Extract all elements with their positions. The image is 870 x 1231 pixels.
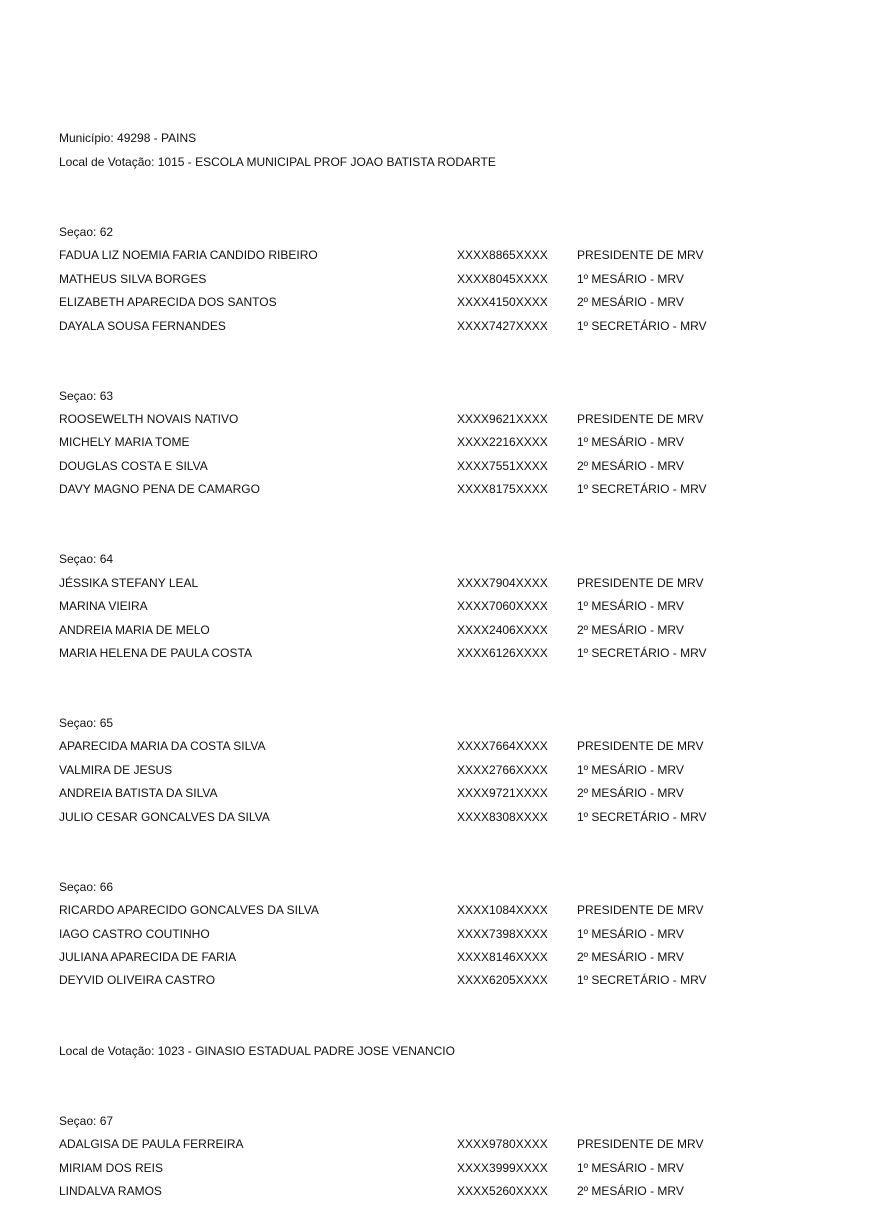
member-row (59, 785, 819, 801)
member-id: XXXX7664XXXX (457, 739, 548, 753)
member-id: XXXX2216XXXX (457, 435, 548, 449)
member-row (59, 809, 819, 825)
secao-label: Seçao: 63 (59, 389, 114, 403)
member-row (59, 1160, 819, 1176)
member-name: MARIA HELENA DE PAULA COSTA (59, 646, 252, 660)
member-name: ROOSEWELTH NOVAIS NATIVO (59, 412, 239, 426)
member-row (59, 434, 819, 450)
member-id: XXXX8045XXXX (457, 272, 548, 286)
member-name: MATHEUS SILVA BORGES (59, 272, 207, 286)
member-name: FADUA LIZ NOEMIA FARIA CANDIDO RIBEIRO (59, 248, 318, 262)
secao-label: Seçao: 62 (59, 225, 114, 239)
member-row (59, 949, 819, 965)
member-row (59, 738, 819, 754)
member-row (59, 575, 819, 591)
member-row (59, 318, 819, 334)
member-row (59, 622, 819, 638)
member-name: APARECIDA MARIA DA COSTA SILVA (59, 739, 266, 753)
secao-label: Seçao: 65 (59, 716, 114, 730)
member-name: JULIANA APARECIDA DE FARIA (59, 950, 237, 964)
member-role: 1º SECRETÁRIO - MRV (577, 319, 707, 333)
member-row (59, 458, 819, 474)
member-name: VALMIRA DE JESUS (59, 763, 173, 777)
member-row (59, 411, 819, 427)
member-name: ADALGISA DE PAULA FERREIRA (59, 1137, 244, 1151)
secao-label: Seçao: 66 (59, 880, 114, 894)
member-id: XXXX1084XXXX (457, 903, 548, 917)
member-name: JÉSSIKA STEFANY LEAL (59, 576, 199, 590)
secao-label: Seçao: 64 (59, 552, 114, 566)
member-name: LINDALVA RAMOS (59, 1184, 162, 1198)
member-id: XXXX9780XXXX (457, 1137, 548, 1151)
member-row (59, 598, 819, 614)
member-id: XXXX4150XXXX (457, 295, 548, 309)
member-name: DEYVID OLIVEIRA CASTRO (59, 973, 216, 987)
member-id: XXXX8146XXXX (457, 950, 548, 964)
member-row (59, 247, 819, 263)
member-id: XXXX5260XXXX (457, 1184, 548, 1198)
member-id: XXXX7427XXXX (457, 319, 548, 333)
member-role: 1º SECRETÁRIO - MRV (577, 973, 707, 987)
member-role: 1º MESÁRIO - MRV (577, 272, 684, 286)
member-role: 2º MESÁRIO - MRV (577, 459, 684, 473)
member-id: XXXX7398XXXX (457, 927, 548, 941)
member-name: IAGO CASTRO COUTINHO (59, 927, 210, 941)
member-role: 1º SECRETÁRIO - MRV (577, 646, 707, 660)
member-id: XXXX7904XXXX (457, 576, 548, 590)
member-role: 1º SECRETÁRIO - MRV (577, 810, 707, 824)
member-row (59, 271, 819, 287)
member-id: XXXX8308XXXX (457, 810, 548, 824)
member-name: DAYALA SOUSA FERNANDES (59, 319, 226, 333)
member-row (59, 1136, 819, 1152)
member-row (59, 926, 819, 942)
member-row (59, 1183, 819, 1199)
member-role: 1º MESÁRIO - MRV (577, 1161, 684, 1175)
member-id: XXXX6205XXXX (457, 973, 548, 987)
member-row (59, 762, 819, 778)
member-row (59, 972, 819, 988)
local-votacao-heading: Local de Votação: 1015 - ESCOLA MUNICIPAL PROF JOAO BATISTA RODARTE (59, 155, 496, 169)
member-row (59, 294, 819, 310)
member-role: PRESIDENTE DE MRV (577, 412, 704, 426)
member-role: PRESIDENTE DE MRV (577, 576, 704, 590)
member-row (59, 902, 819, 918)
member-row (59, 481, 819, 497)
member-id: XXXX6126XXXX (457, 646, 548, 660)
member-id: XXXX7551XXXX (457, 459, 548, 473)
member-id: XXXX8175XXXX (457, 482, 548, 496)
member-id: XXXX8865XXXX (457, 248, 548, 262)
member-role: 2º MESÁRIO - MRV (577, 295, 684, 309)
member-name: ANDREIA BATISTA DA SILVA (59, 786, 218, 800)
municipio-header: Município: 49298 - PAINS (59, 131, 197, 145)
member-name: DOUGLAS COSTA E SILVA (59, 459, 208, 473)
member-role: 1º SECRETÁRIO - MRV (577, 482, 707, 496)
member-role: 2º MESÁRIO - MRV (577, 786, 684, 800)
member-id: XXXX7060XXXX (457, 599, 548, 613)
member-role: 1º MESÁRIO - MRV (577, 599, 684, 613)
member-role: PRESIDENTE DE MRV (577, 1137, 704, 1151)
member-role: 2º MESÁRIO - MRV (577, 623, 684, 637)
member-name: DAVY MAGNO PENA DE CAMARGO (59, 482, 260, 496)
member-id: XXXX9621XXXX (457, 412, 548, 426)
member-role: PRESIDENTE DE MRV (577, 248, 704, 262)
secao-label: Seçao: 67 (59, 1114, 114, 1128)
member-name: JULIO CESAR GONCALVES DA SILVA (59, 810, 270, 824)
member-id: XXXX2406XXXX (457, 623, 548, 637)
member-name: ANDREIA MARIA DE MELO (59, 623, 210, 637)
member-name: RICARDO APARECIDO GONCALVES DA SILVA (59, 903, 319, 917)
member-role: 1º MESÁRIO - MRV (577, 435, 684, 449)
member-row (59, 645, 819, 661)
member-id: XXXX9721XXXX (457, 786, 548, 800)
member-role: 1º MESÁRIO - MRV (577, 927, 684, 941)
member-role: 2º MESÁRIO - MRV (577, 950, 684, 964)
member-role: PRESIDENTE DE MRV (577, 739, 704, 753)
member-name: MICHELY MARIA TOME (59, 435, 190, 449)
local-votacao-heading: Local de Votação: 1023 - GINASIO ESTADUAL PADRE JOSE VENANCIO (59, 1044, 455, 1058)
member-name: MARINA VIEIRA (59, 599, 148, 613)
member-name: ELIZABETH APARECIDA DOS SANTOS (59, 295, 277, 309)
member-id: XXXX2766XXXX (457, 763, 548, 777)
member-role: PRESIDENTE DE MRV (577, 903, 704, 917)
member-id: XXXX3999XXXX (457, 1161, 548, 1175)
member-name: MIRIAM DOS REIS (59, 1161, 164, 1175)
member-role: 1º MESÁRIO - MRV (577, 763, 684, 777)
member-role: 2º MESÁRIO - MRV (577, 1184, 684, 1198)
